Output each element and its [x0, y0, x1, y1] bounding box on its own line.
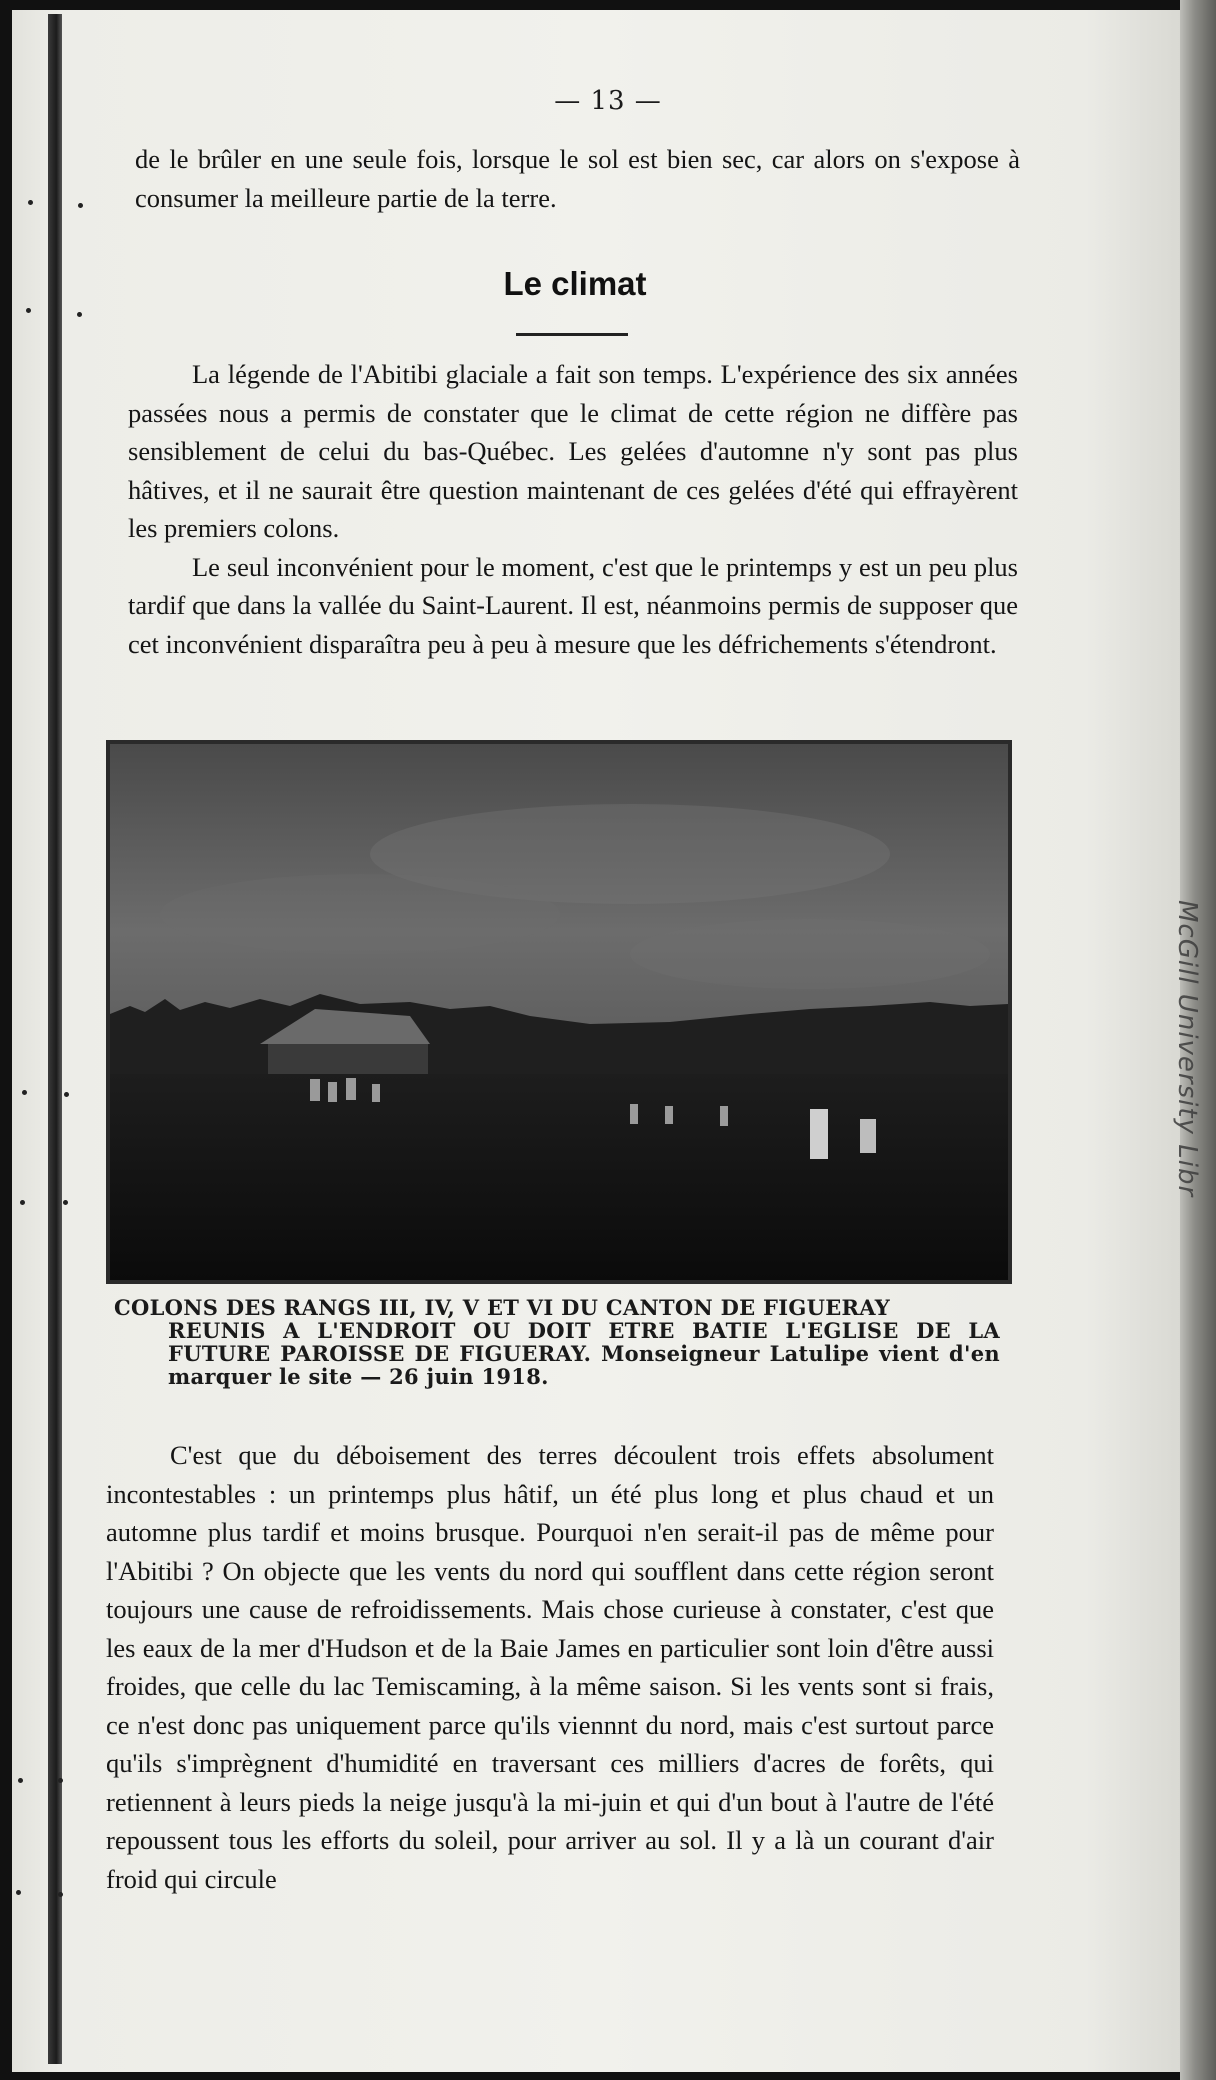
- closing-paragraph-block: [106, 1436, 994, 1898]
- margin-mark: [18, 1778, 23, 1783]
- colonists-photo: [106, 740, 1012, 1284]
- cloud: [630, 919, 990, 989]
- margin-mark: [28, 200, 33, 205]
- photo-image: [110, 744, 1008, 1280]
- margin-mark: [58, 1778, 63, 1783]
- page-number: — 13 —: [554, 86, 662, 116]
- margin-mark: [78, 203, 83, 208]
- margin-mark: [77, 312, 82, 317]
- climate-paragraph: Le seul inconvénient pour le moment, c'est que le printemps y est un peu plus tardif que dans la vallée du Saint-Laurent. Il est, néanmoins permis de supposer que cet inconvénient disparaîtra peu à peu à mesure que les défrichements s'étendront.: [128, 551, 1018, 659]
- intro-paragraph: de le brûler en une seule fois, lorsque le sol est bien sec, car alors on s'expose à consumer la meilleure partie de la terre.: [135, 144, 1020, 213]
- margin-mark: [64, 1092, 69, 1097]
- climate-paragraph: La légende de l'Abitibi glaciale a fait son temps. L'expérience des six années passées nous a permis de constater que le climat de cette région ne diffère pas sensiblement de celui du bas-Québec. Les gelées d'automne n'y sont pas plus hâtives, et il ne saurait être question maintenant de ces gelées d'été qui effrayèrent les premiers colons.: [128, 359, 1018, 543]
- person-standing: [810, 1109, 828, 1159]
- intro-paragraph-block: [135, 140, 1020, 217]
- climate-paragraphs: [128, 355, 1018, 663]
- title-underline: [516, 333, 628, 336]
- caption-line-1: COLONS DES RANGS III, IV, V ET VI DU CANTON DE FIGUERAY: [114, 1295, 891, 1320]
- margin-mark: [20, 1200, 25, 1205]
- section-title: Le climat: [503, 265, 647, 302]
- closing-paragraph: C'est que du déboisement des terres découlent trois effets absolument incontestables : un printemps plus hâtif, un été plus long et plus chaud et un automne plus tardif et moins brusque. Pourquoi n'en serait-il pas de même pour l'Abitibi ? On objecte que les vents du nord qui soufflent dans cette région seront toujours une cause de refroidissements. Mais chose curieuse à constater, c'est que les eaux de la mer d'Hudson et de la Baie James en particulier sont loin d'être aussi froides, que celle du lac Temiscaming, à la même saison. Si les vents sont si frais, ce n'est donc pas uniquement parce qu'ils viennnt du nord, mais c'est surtout parce qu'ils s'imprègnent d'humidité en traversant ces milliers d'acres de forêts, qui retiennent à leurs pieds la neige jusqu'à la mi-juin et qui d'un bout à l'autre de l'été repoussent tous les efforts du soleil, pour arriver au sol. Il y a là un courant d'air froid qui circule: [106, 1440, 994, 1894]
- cloud: [160, 874, 560, 954]
- page-gutter: [48, 14, 62, 2064]
- margin-mark: [22, 1090, 27, 1095]
- person-standing: [860, 1119, 876, 1153]
- margin-mark: [16, 1890, 21, 1895]
- margin-mark: [26, 308, 31, 313]
- margin-mark: [58, 1892, 63, 1897]
- library-stamp: McGill University Libr: [1172, 900, 1202, 1198]
- field: [110, 1074, 1008, 1280]
- photo-caption: [114, 1296, 1000, 1388]
- caption-rest: REUNIS A L'ENDROIT OU DOIT ETRE BATIE L'EGLISE DE LA FUTURE PAROISSE DE FIGUERAY. Monseigneur Latulipe vient d'en marquer le site — 26 juin 1918.: [168, 1318, 1000, 1389]
- margin-mark: [63, 1200, 68, 1205]
